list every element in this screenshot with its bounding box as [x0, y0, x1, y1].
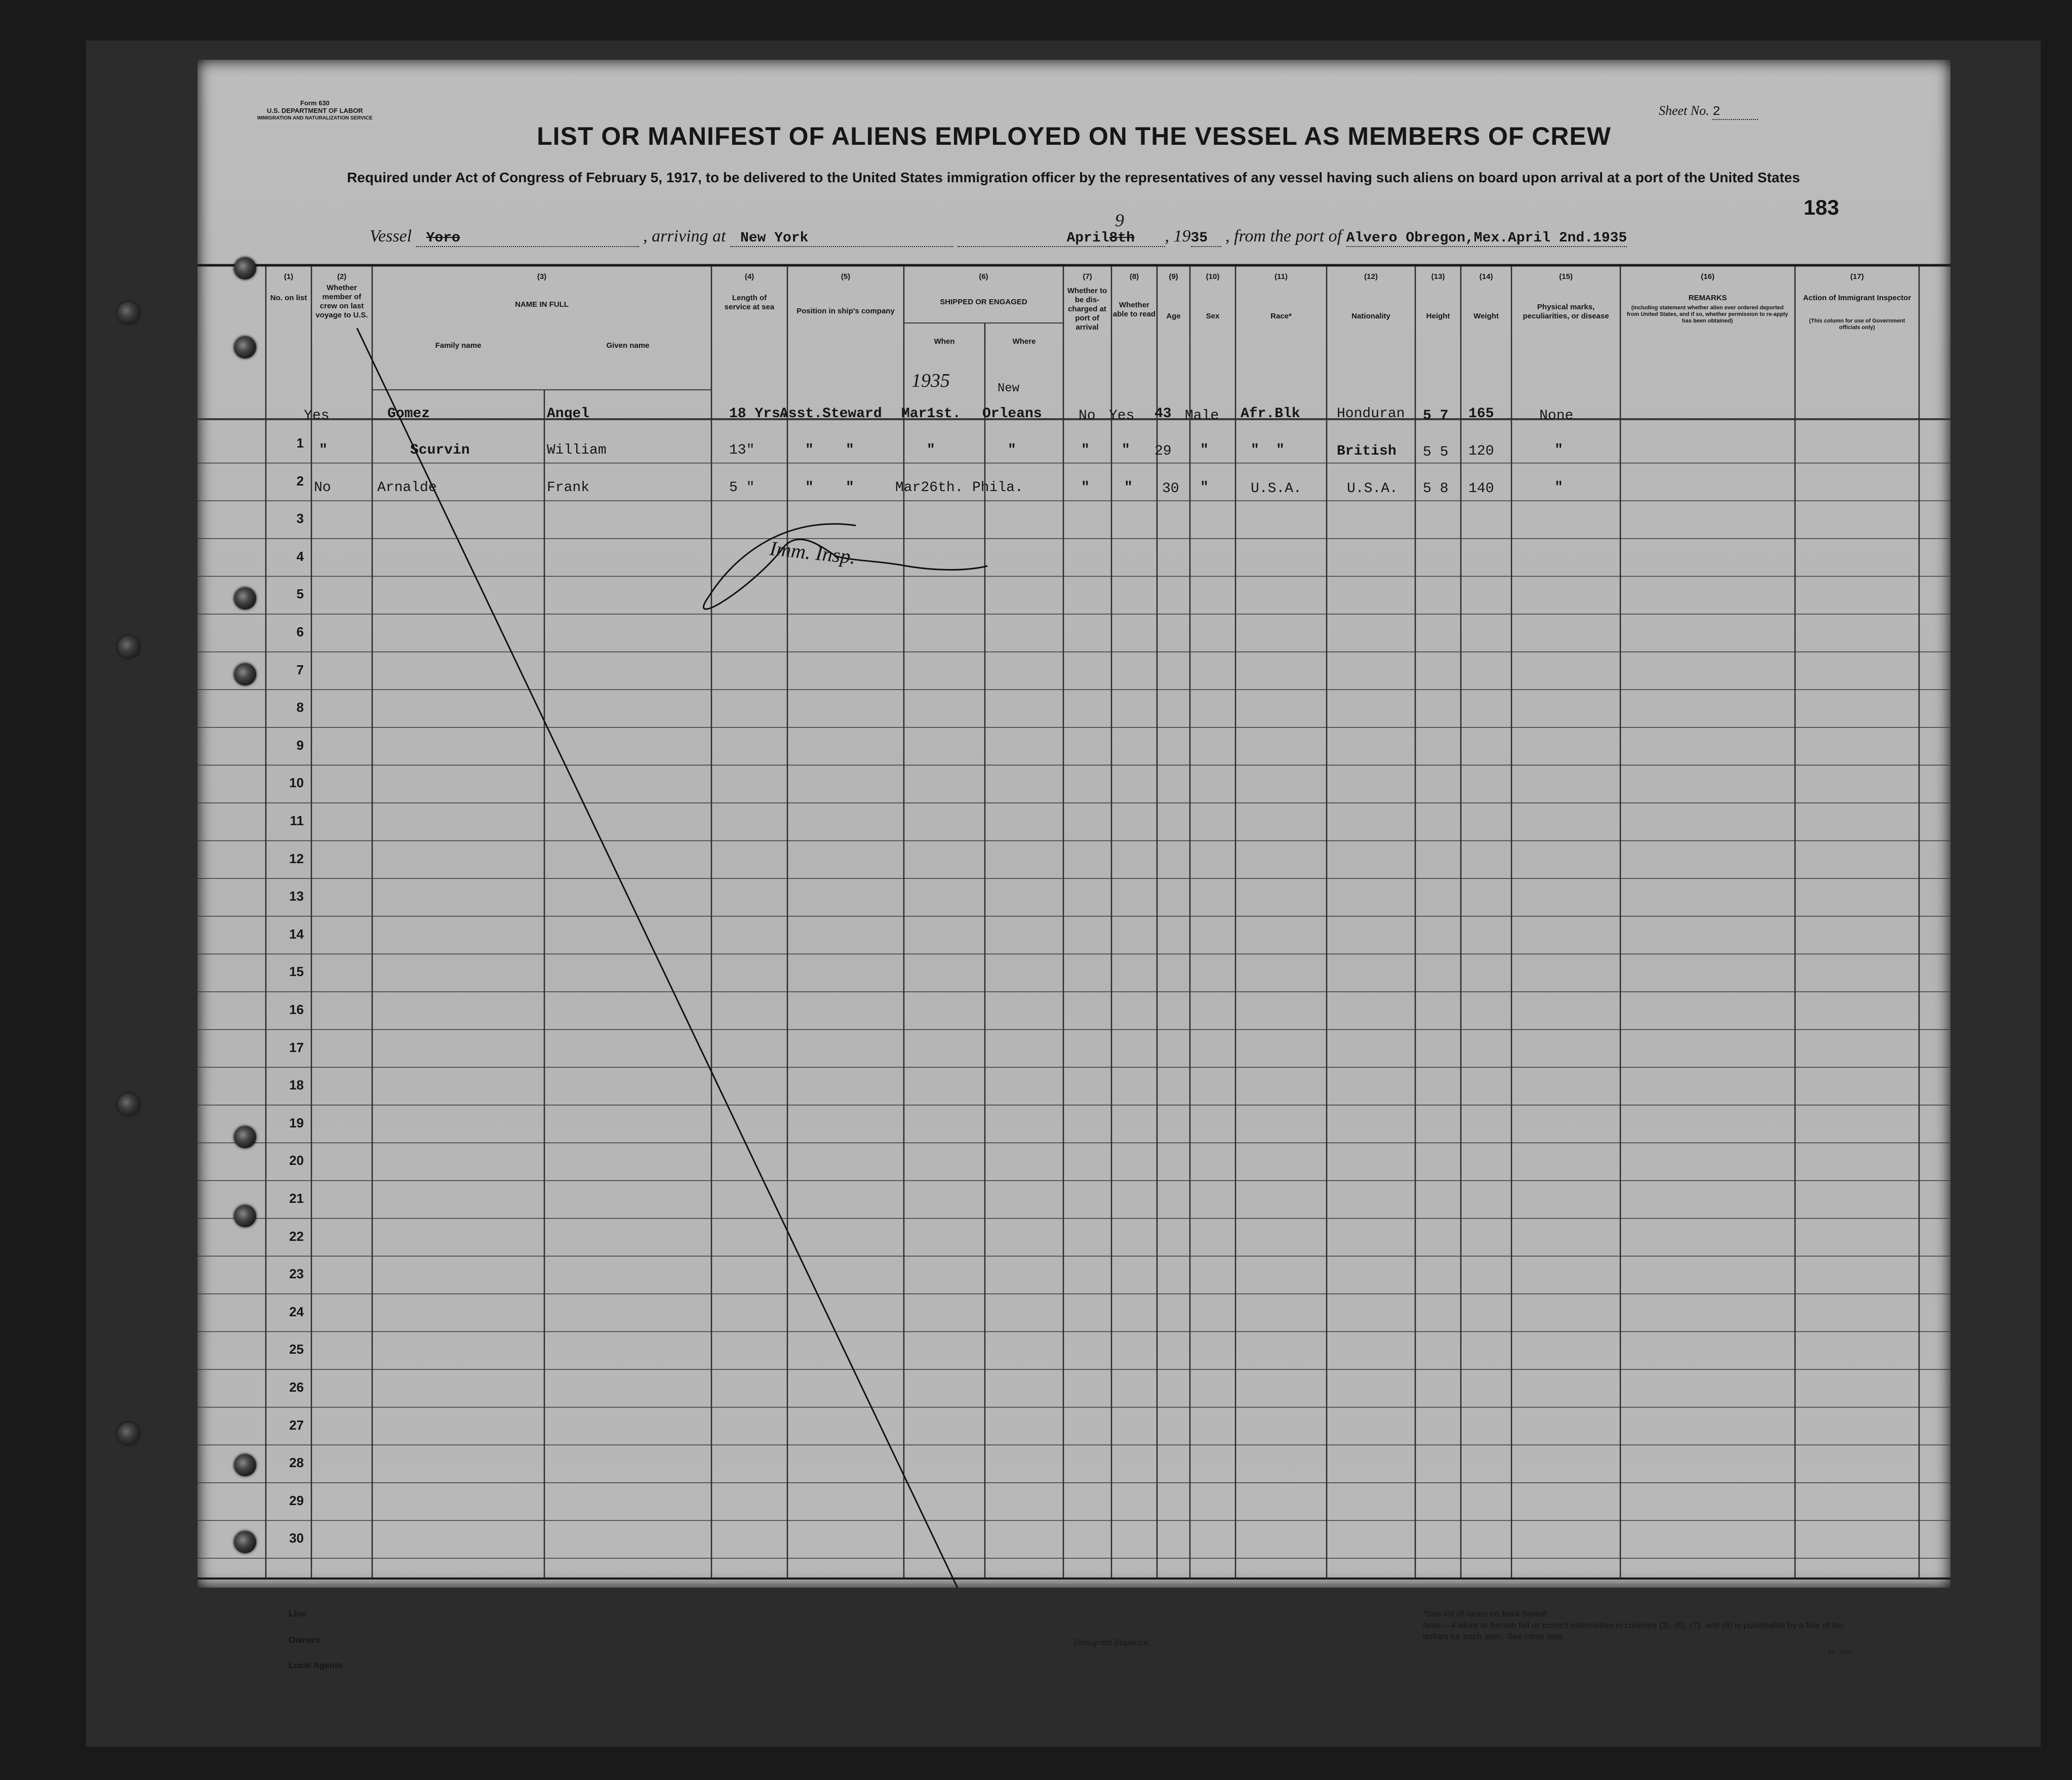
row1-where-above: New	[998, 382, 1020, 395]
from-port: Alvero Obregon,Mex.April 2nd.1935	[1346, 230, 1627, 246]
row1-race: Afr.Blk	[1241, 406, 1300, 422]
col-header-16: REMARKS	[1688, 294, 1727, 302]
row1-when-year: 1935	[911, 370, 950, 391]
page-subtitle: Required under Act of Congress of February 5, 1917, to be delivered to the United States immigration officer by the representatives of any vessel having such aliens on board upon arrival at a port of the United States	[347, 170, 1800, 185]
row-number: 4	[296, 548, 304, 564]
binder-hole	[234, 1454, 256, 1476]
col-header-3: NAME IN FULL	[515, 300, 569, 309]
arrival-year-prefix: , 19	[1165, 227, 1191, 246]
row3-service: 5 "	[729, 480, 755, 496]
row-number: 26	[289, 1380, 304, 1395]
row3-when: Mar26th.	[895, 480, 964, 496]
arrival-month: April	[958, 230, 1109, 247]
stamp-number: 183	[1803, 195, 1839, 219]
arriving-label: , arriving at	[643, 227, 726, 246]
row-number: 7	[296, 662, 304, 677]
binder-hole	[234, 1205, 256, 1227]
col-header-4: Length of service at sea	[724, 294, 775, 311]
row-number: 18	[289, 1077, 304, 1093]
row3-marks: "	[1555, 480, 1563, 496]
row2-height: 5 5	[1423, 444, 1449, 460]
footer-line-label: Line	[289, 1609, 694, 1619]
col-header-13: Height	[1426, 312, 1450, 320]
col-num-15: (15)	[1559, 272, 1573, 281]
row1-service: 18 Yrs.	[729, 406, 789, 422]
row-number: 25	[289, 1342, 304, 1357]
row3-family-name: Arnalde	[377, 480, 437, 496]
row2-when: "	[927, 442, 935, 458]
binder-hole	[117, 302, 140, 324]
inspector-signature-line	[871, 1634, 1195, 1635]
race-note: *See list of races on back hereof.	[1423, 1609, 1549, 1619]
row2-position-2: "	[846, 442, 854, 458]
row1-family-name: Gomez	[387, 406, 430, 422]
row3-race: U.S.A.	[1251, 481, 1302, 497]
row2-family-name: Scurvin	[410, 442, 470, 458]
row-number: 13	[289, 888, 304, 904]
col-header-2: Whether member of crew on last voyage to U.S.	[315, 284, 368, 319]
row3-given-name: Frank	[547, 480, 590, 496]
manifest-sheet	[197, 60, 1950, 1670]
row2-age: 29	[1154, 443, 1172, 459]
binder-hole	[234, 336, 256, 358]
service-name: IMMIGRATION AND NATURALIZATION SERVICE	[257, 115, 373, 121]
from-label: , from the port of	[1225, 227, 1342, 246]
form-number: Form 630	[300, 99, 330, 107]
row3-nationality: U.S.A.	[1347, 481, 1398, 497]
arrival-year: 35	[1191, 230, 1221, 247]
department-name: U.S. DEPARTMENT OF LABOR	[267, 107, 363, 114]
row3-read: "	[1124, 480, 1133, 496]
sheet-label: Sheet No.	[1658, 103, 1709, 118]
row2-marks: "	[1555, 442, 1563, 458]
binder-hole	[117, 1423, 140, 1445]
col-header-6b: Where	[1012, 337, 1036, 346]
col-num-4: (4)	[744, 272, 754, 281]
footer-owners-label: Owners	[289, 1635, 681, 1645]
col-num-2: (2)	[337, 272, 347, 281]
row1-discharged: No	[1079, 408, 1096, 424]
row1-weight: 165	[1468, 406, 1494, 422]
col-num-7: (7)	[1083, 272, 1092, 281]
col-num-1: (1)	[284, 272, 294, 281]
binder-hole	[234, 257, 256, 279]
inspector-label: Immigrant Inspector.	[1073, 1637, 1150, 1647]
col-num-6: (6)	[979, 272, 988, 281]
row-number: 24	[289, 1304, 304, 1319]
binder-hole	[234, 587, 256, 610]
col-header-9: Age	[1166, 312, 1181, 320]
row1-when: Mar1st.	[901, 406, 961, 422]
row1-height: 5 7	[1423, 408, 1449, 424]
row-number: 17	[289, 1039, 304, 1055]
col-num-14: (14)	[1479, 272, 1493, 281]
row1-nationality: Honduran	[1337, 406, 1405, 422]
col-num-12: (12)	[1364, 272, 1378, 281]
col-header-5: Position in ship's company	[796, 307, 895, 315]
inspector-note: Imm. Insp.	[769, 537, 857, 569]
binder-hole	[234, 663, 256, 685]
form-code: 14—1360	[1828, 1649, 1852, 1655]
page-title: LIST OR MANIFEST OF ALIENS EMPLOYED ON THE VESSEL AS MEMBERS OF CREW	[537, 122, 1611, 150]
col-num-3: (3)	[537, 272, 547, 281]
binder-hole	[234, 1531, 256, 1553]
row2-position: "	[805, 442, 814, 458]
row-number: 5	[296, 586, 304, 602]
col-header-15: Physical marks, peculiarities, or disease	[1523, 303, 1609, 320]
col-header-6a: When	[934, 337, 955, 346]
col-header-1: No. on list	[270, 294, 307, 302]
row3-where: Phila.	[972, 480, 1023, 496]
col-header-17: Action of Immigrant Inspector	[1803, 294, 1911, 302]
row3-height: 5 8	[1423, 481, 1449, 497]
col-num-13: (13)	[1431, 272, 1445, 281]
row3-position: "	[805, 480, 814, 496]
row2-where: "	[1008, 442, 1016, 458]
row2-service: 13"	[729, 442, 755, 458]
row-number: 30	[289, 1530, 304, 1546]
row2-given-name: William	[547, 442, 607, 458]
row-number: 20	[289, 1153, 304, 1168]
col-num-9: (9)	[1169, 272, 1178, 281]
col-header-3a: Family name	[435, 341, 482, 350]
row3-discharged: "	[1081, 480, 1090, 496]
row-number: 10	[289, 775, 304, 791]
row1-where: Orleans	[982, 406, 1042, 422]
binder-hole	[234, 1126, 256, 1148]
col-num-5: (5)	[841, 272, 851, 281]
col-header-8: Whether able to read	[1112, 301, 1156, 318]
penalty-note: Note.—Failure to furnish full or correct information in columns (3), (6), (7), and (8) is punishable by a fine of ten dollars for each alien. See other side.	[1423, 1621, 1844, 1641]
col-num-10: (10)	[1206, 272, 1220, 281]
row-number: 28	[289, 1455, 304, 1471]
row1-position: Asst.Steward	[780, 406, 882, 422]
strike-through-line	[357, 328, 1387, 1588]
row-number: 9	[296, 737, 304, 753]
row-number: 16	[289, 1002, 304, 1017]
row-number: 21	[289, 1191, 304, 1206]
col-header-12: Nationality	[1351, 312, 1390, 320]
row-number: 27	[289, 1417, 304, 1433]
row2-read: "	[1122, 442, 1130, 458]
arrival-day: 8th	[1109, 230, 1165, 247]
row2-last-voyage: "	[319, 442, 328, 458]
col-num-16: (16)	[1701, 272, 1715, 281]
row1-given-name: Angel	[547, 406, 590, 422]
row1-last-voyage: Yes	[304, 408, 330, 424]
row-number: 6	[296, 624, 304, 639]
row3-weight: 140	[1468, 481, 1494, 497]
row2-discharged: "	[1081, 442, 1090, 458]
row1-age: 43	[1154, 406, 1172, 422]
col-header-17-sub: (This column for use of Government officials only)	[1809, 318, 1905, 331]
row-number: 22	[289, 1228, 304, 1244]
col-header-6: SHIPPED OR ENGAGED	[940, 298, 1027, 306]
row2-race: "	[1251, 442, 1259, 458]
row1-read: Yes	[1109, 408, 1135, 424]
row2-sex: "	[1200, 442, 1209, 458]
col-header-14: Weight	[1473, 312, 1499, 320]
row2-weight: 120	[1468, 443, 1494, 459]
row-number: 23	[289, 1266, 304, 1282]
vessel-label: Vessel	[370, 227, 412, 246]
col-header-11: Race*	[1270, 312, 1292, 320]
binder-hole	[117, 636, 140, 658]
row3-age: 30	[1162, 481, 1179, 497]
row-number: 29	[289, 1492, 304, 1508]
row-number: 12	[289, 851, 304, 866]
col-num-8: (8)	[1129, 272, 1139, 281]
row-number: 11	[290, 813, 304, 828]
row-number: 15	[289, 964, 304, 980]
arrival-day-correction: 9	[1115, 210, 1124, 230]
arriving-port: New York	[730, 230, 953, 247]
row-number: 2	[296, 473, 304, 489]
col-header-10: Sex	[1206, 312, 1220, 320]
row3-last-voyage: No	[314, 480, 331, 496]
row-number: 8	[296, 700, 304, 715]
row3-position-2: "	[846, 480, 854, 496]
sheet-value: 2	[1712, 104, 1758, 120]
col-num-17: (17)	[1850, 272, 1864, 281]
vessel-name: Yoro	[416, 230, 639, 247]
col-num-11: (11)	[1274, 272, 1288, 281]
col-header-16-sub: (Including statement whether alien ever ordered deported from United States, and if so, whether permission to re-apply has been obtained)	[1626, 305, 1788, 324]
col-header-7: Whether to be dis-charged at port of arrival	[1067, 287, 1107, 332]
col-header-3b: Given name	[606, 341, 650, 350]
row2-race-2: "	[1276, 442, 1285, 458]
row-number: 1	[296, 435, 304, 451]
row3-sex: "	[1200, 480, 1209, 496]
row-number: 14	[289, 926, 304, 942]
row-number: 3	[296, 511, 304, 527]
row1-marks: None	[1539, 408, 1574, 424]
binder-hole	[117, 1094, 140, 1116]
row1-sex: Male	[1185, 408, 1219, 424]
row2-nationality: British	[1337, 443, 1397, 459]
footer-local-agents-label: Local Agents	[289, 1661, 678, 1671]
row-number: 19	[289, 1115, 304, 1130]
